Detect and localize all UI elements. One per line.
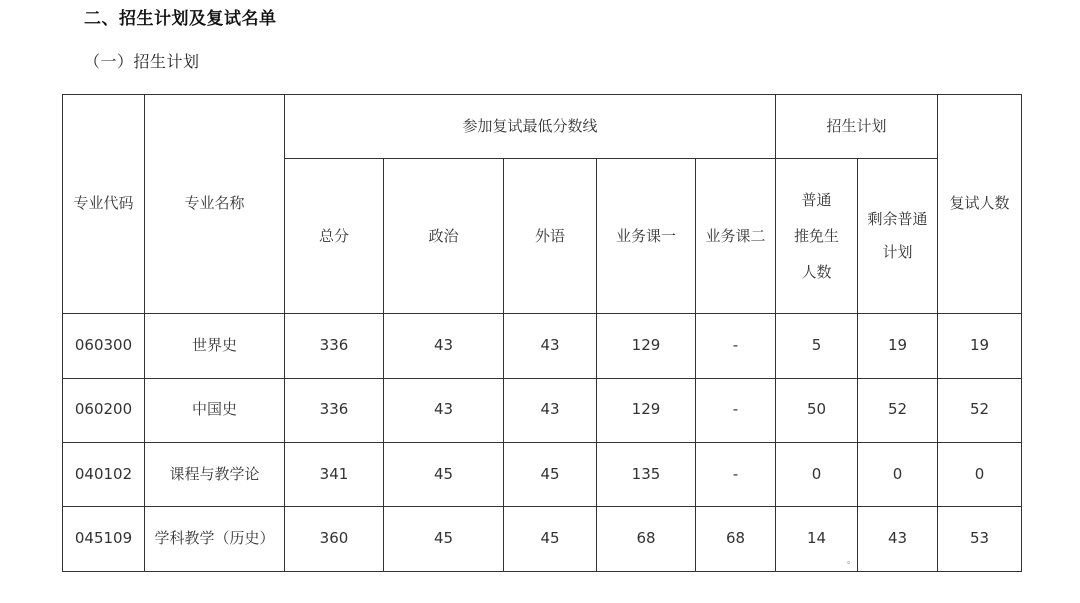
cell-name: 学科教学（历史） — [145, 506, 285, 571]
subsection-title: （一）招生计划 — [84, 52, 200, 71]
cell-code: 045109 — [63, 506, 145, 571]
table-row — [63, 442, 1022, 506]
cell-remaining: 0 — [858, 442, 938, 506]
cell-code: 060300 — [63, 314, 145, 378]
header-foreign-language: 外语 — [504, 159, 597, 314]
cell-exempt: 14 — [776, 506, 858, 571]
cell-course2: - — [696, 314, 776, 378]
header-plan-group: 招生计划 — [776, 95, 938, 159]
cell-name: 世界史 — [145, 314, 285, 378]
cell-retest: 19 — [938, 314, 1022, 378]
header-exempt-line2: 推免生 — [793, 227, 839, 246]
cell-course2: 68 — [696, 506, 776, 571]
cell-code: 040102 — [63, 442, 145, 506]
cell-course1: 68 — [597, 506, 696, 571]
header-course-two: 业务课二 — [696, 159, 776, 314]
admission-plan-table — [62, 94, 1022, 572]
cell-foreign: 43 — [504, 314, 597, 378]
header-exempt-count — [776, 159, 858, 314]
cell-foreign: 43 — [504, 378, 597, 442]
table-row — [63, 378, 1022, 442]
cell-total: 336 — [285, 378, 384, 442]
cell-exempt: 0 — [776, 442, 858, 506]
cell-remaining: 52 — [858, 378, 938, 442]
header-total: 总分 — [285, 159, 384, 314]
header-remaining-plan — [858, 159, 938, 314]
table-row — [63, 314, 1022, 378]
cell-exempt: 50 — [776, 378, 858, 442]
cell-code: 060200 — [63, 378, 145, 442]
cell-retest: 53 — [938, 506, 1022, 571]
cell-politics: 43 — [384, 378, 504, 442]
cell-total: 341 — [285, 442, 384, 506]
cell-remaining: 19 — [858, 314, 938, 378]
cell-total: 360 — [285, 506, 384, 571]
cell-total: 336 — [285, 314, 384, 378]
header-major-name: 专业名称 — [145, 95, 285, 314]
cell-politics: 43 — [384, 314, 504, 378]
cell-name: 课程与教学论 — [145, 442, 285, 506]
cell-course2: - — [696, 442, 776, 506]
cell-course1: 129 — [597, 378, 696, 442]
cell-politics: 45 — [384, 506, 504, 571]
cell-course1: 129 — [597, 314, 696, 378]
header-exempt-line1: 普通 — [801, 191, 832, 210]
cell-remaining: 43 — [858, 506, 938, 571]
header-course-one: 业务课一 — [597, 159, 696, 314]
cell-foreign: 45 — [504, 442, 597, 506]
stray-period-mark: 。 — [847, 556, 857, 566]
cell-retest: 52 — [938, 378, 1022, 442]
header-major-code: 专业代码 — [63, 95, 145, 314]
header-retest-count: 复试人数 — [938, 95, 1022, 314]
header-exempt-line3: 人数 — [801, 263, 832, 282]
cell-course1: 135 — [597, 442, 696, 506]
cell-name: 中国史 — [145, 378, 285, 442]
cell-exempt: 5 — [776, 314, 858, 378]
header-politics: 政治 — [384, 159, 504, 314]
header-remaining-line2: 计划 — [882, 243, 913, 262]
header-min-score-group: 参加复试最低分数线 — [285, 95, 776, 159]
section-title: 二、招生计划及复试名单 — [84, 9, 277, 29]
cell-politics: 45 — [384, 442, 504, 506]
header-remaining-line1: 剩余普通 — [867, 210, 928, 229]
header-row-1 — [63, 95, 1022, 159]
cell-retest: 0 — [938, 442, 1022, 506]
cell-course2: - — [696, 378, 776, 442]
table-row — [63, 506, 1022, 571]
cell-foreign: 45 — [504, 506, 597, 571]
